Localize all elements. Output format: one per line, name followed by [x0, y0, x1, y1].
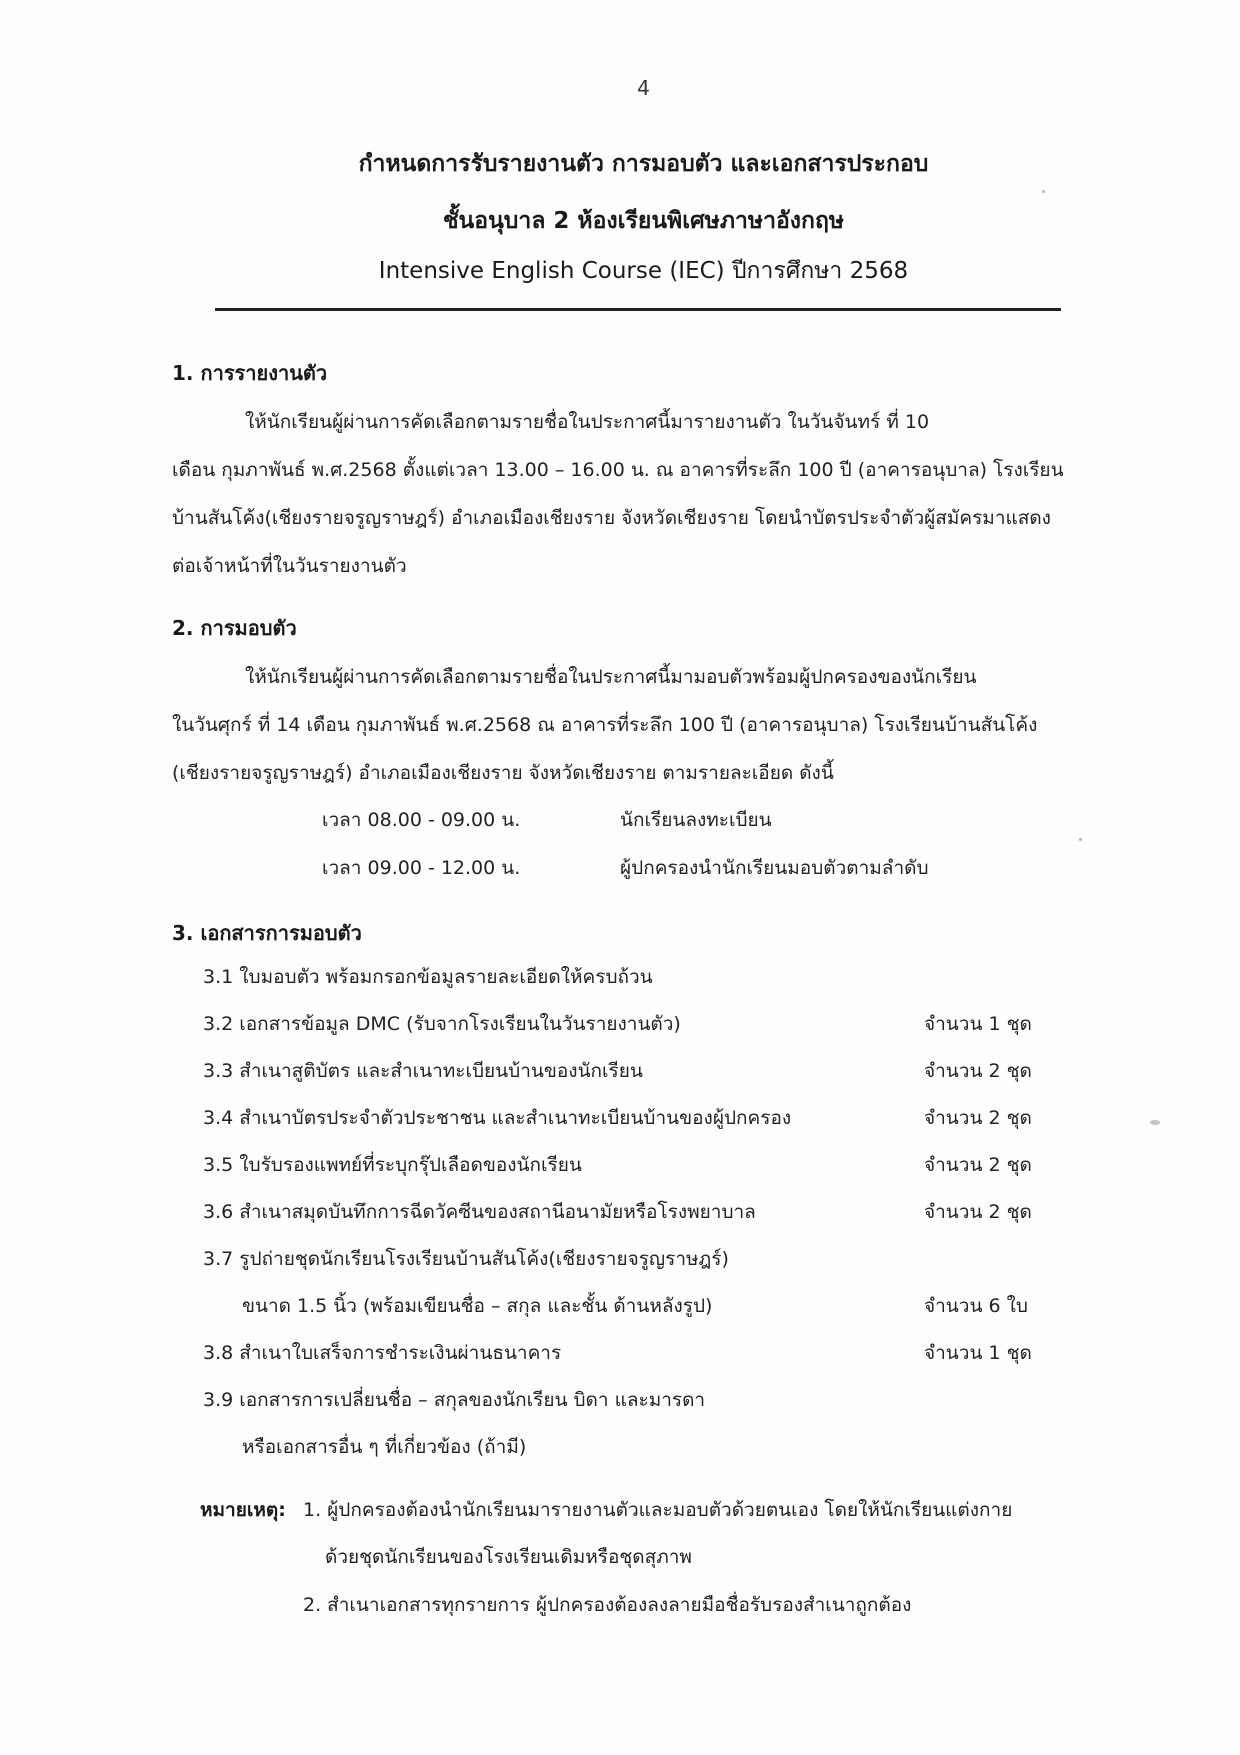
section-1-line: เดือน กุมภาพันธ์ พ.ศ.2568 ตั้งแต่เวลา 13.00 – 16.00 น. ณ อาคารที่ระลึก 100 ปี (อาคารอนุบาล) โรงเรียน — [172, 459, 1064, 481]
schedule-time: เวลา 09.00 - 12.00 น. — [322, 857, 521, 879]
document-item: 3.4 สำเนาบัตรประจำตัวประชาชน และสำเนาทะเบียนบ้านของผู้ปกครอง — [203, 1107, 792, 1129]
document-item: 3.6 สำเนาสมุดบันทึกการฉีดวัคซีนของสถานีอนามัยหรือโรงพยาบาล — [203, 1201, 756, 1223]
section-2-line: ให้นักเรียนผู้ผ่านการคัดเลือกตามรายชื่อในประกาศนี้มามอบตัวพร้อมผู้ปกครองของนักเรียน — [245, 666, 977, 688]
document-item: 3.5 ใบรับรองแพทย์ที่ระบุกรุ๊ปเลือดของนักเรียน — [203, 1154, 582, 1176]
document-quantity: จำนวน 2 ชุด — [924, 1154, 1032, 1176]
document-item: 3.9 เอกสารการเปลี่ยนชื่อ – สกุลของนักเรียน บิดา และมารดา — [203, 1389, 706, 1411]
schedule-time: เวลา 08.00 - 09.00 น. — [322, 809, 521, 831]
document-quantity: จำนวน 2 ชุด — [924, 1107, 1032, 1129]
document-quantity: จำนวน 1 ชุด — [924, 1342, 1032, 1364]
section-3-heading: 3. เอกสารการมอบตัว — [172, 921, 362, 945]
document-item-continuation: หรือเอกสารอื่น ๆ ที่เกี่ยวข้อง (ถ้ามี) — [242, 1436, 527, 1458]
schedule-activity: ผู้ปกครองนำนักเรียนมอบตัวตามลำดับ — [620, 857, 929, 879]
title-line-3: Intensive English Course (IEC) ปีการศึกษา 2568 — [378, 258, 909, 284]
document-item: 3.7 รูปถ่ายชุดนักเรียนโรงเรียนบ้านสันโค้ง(เชียงรายจรูญราษฎร์) — [203, 1248, 729, 1270]
document-item-continuation: ขนาด 1.5 นิ้ว (พร้อมเขียนชื่อ – สกุล และชั้น ด้านหลังรูป) — [242, 1295, 713, 1317]
title-line-1: กำหนดการรับรายงานตัว การมอบตัว และเอกสารประกอบ — [358, 151, 929, 177]
note-label: หมายเหตุ: — [200, 1499, 286, 1521]
section-1-line: ให้นักเรียนผู้ผ่านการคัดเลือกตามรายชื่อในประกาศนี้มารายงานตัว ในวันจันทร์ ที่ 10 — [245, 411, 930, 433]
document-item: 3.3 สำเนาสูติบัตร และสำเนาทะเบียนบ้านของนักเรียน — [203, 1060, 643, 1082]
document-item: 3.8 สำเนาใบเสร็จการชำระเงินผ่านธนาคาร — [203, 1342, 562, 1364]
section-1-line: บ้านสันโค้ง(เชียงรายจรูญราษฎร์) อำเภอเมืองเชียงราย จังหวัดเชียงราย โดยนำบัตรประจำตัวผู้สมัครมาแสดง — [172, 507, 1051, 529]
page-number: 4 — [637, 76, 650, 100]
note-line: 1. ผู้ปกครองต้องนำนักเรียนมารายงานตัวและมอบตัวด้วยตนเอง โดยให้นักเรียนแต่งกาย — [303, 1499, 1013, 1521]
scan-speck — [1150, 1120, 1160, 1125]
document-quantity: จำนวน 2 ชุด — [924, 1201, 1032, 1223]
section-1-heading: 1. การรายงานตัว — [172, 361, 328, 385]
document-quantity: จำนวน 1 ชุด — [924, 1013, 1032, 1035]
scan-speck — [1079, 838, 1082, 841]
section-1-line: ต่อเจ้าหน้าที่ในวันรายงานตัว — [172, 555, 407, 577]
document-quantity: จำนวน 6 ใบ — [924, 1295, 1028, 1317]
note-line: ด้วยชุดนักเรียนของโรงเรียนเดิมหรือชุดสุภาพ — [325, 1546, 692, 1568]
document-item: 3.1 ใบมอบตัว พร้อมกรอกข้อมูลรายละเอียดให้ครบถ้วน — [203, 966, 653, 988]
document-item: 3.2 เอกสารข้อมูล DMC (รับจากโรงเรียนในวันรายงานตัว) — [203, 1013, 681, 1035]
section-2-line: ในวันศุกร์ ที่ 14 เดือน กุมภาพันธ์ พ.ศ.2568 ณ อาคารที่ระลึก 100 ปี (อาคารอนุบาล) โรงเรียนบ้านสันโค้ง — [172, 714, 1038, 736]
section-2-line: (เชียงรายจรูญราษฎร์) อำเภอเมืองเชียงราย จังหวัดเชียงราย ตามรายละเอียด ดังนี้ — [172, 762, 834, 784]
section-2-heading: 2. การมอบตัว — [172, 616, 297, 640]
title-divider — [215, 308, 1061, 311]
schedule-activity: นักเรียนลงทะเบียน — [620, 809, 772, 831]
note-line: 2. สำเนาเอกสารทุกรายการ ผู้ปกครองต้องลงลายมือชื่อรับรองสำเนาถูกต้อง — [303, 1594, 912, 1616]
title-line-2: ชั้นอนุบาล 2 ห้องเรียนพิเศษภาษาอังกฤษ — [442, 208, 845, 234]
scan-speck — [1042, 190, 1045, 193]
document-quantity: จำนวน 2 ชุด — [924, 1060, 1032, 1082]
